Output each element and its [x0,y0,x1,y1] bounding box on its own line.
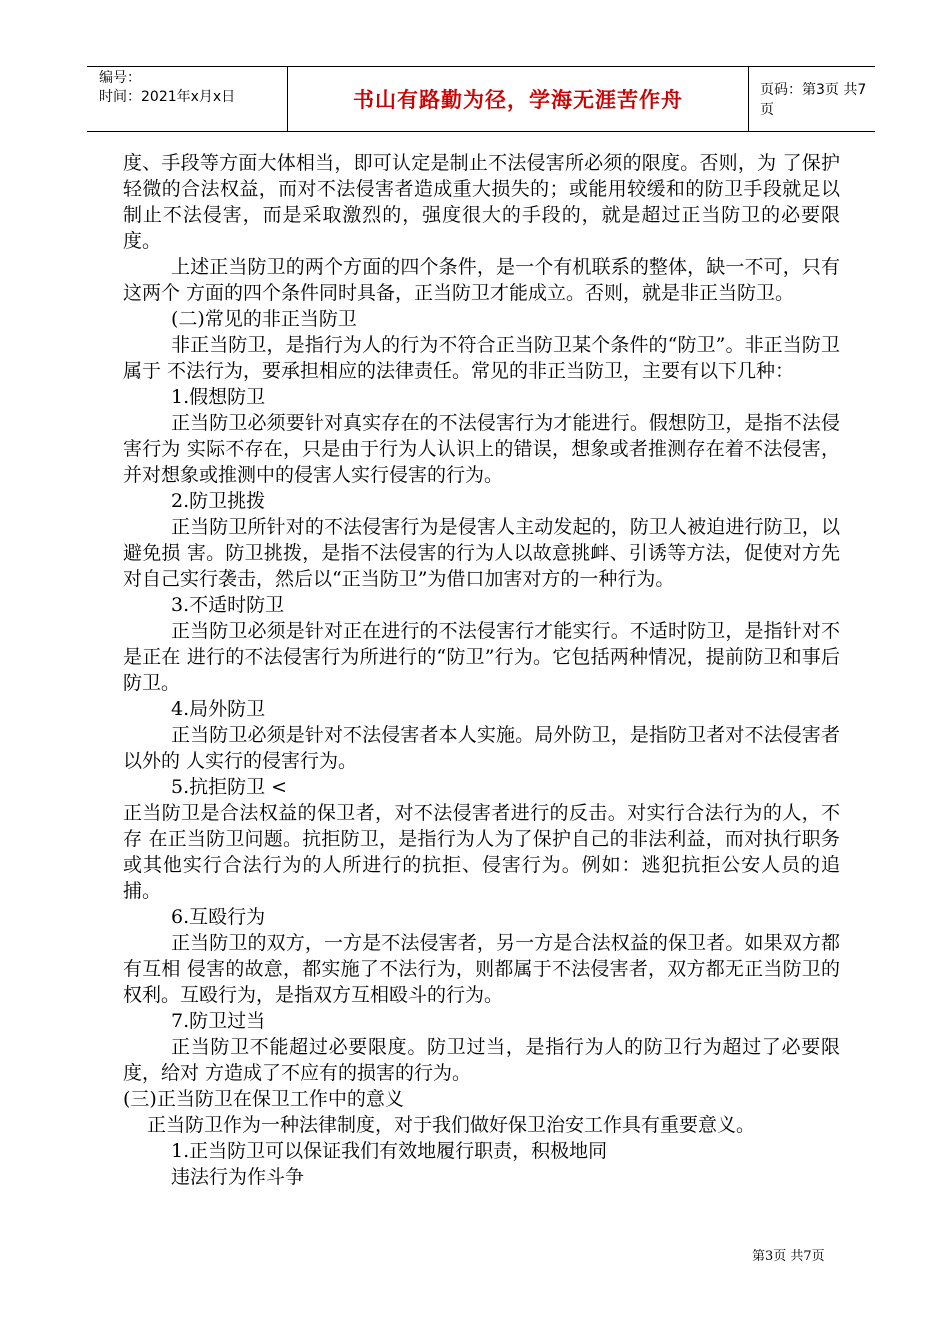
page-footer: 第3页 共7页 [752,1249,825,1264]
paragraph: 正当防卫必须是针对不法侵害者本人实施。局外防卫，是指防卫者对不法侵害者以外的 人实行的侵害行为。 [123,724,840,772]
paragraph: 正当防卫是合法权益的保卫者，对不法侵害者进行的反击。对实行合法行为的人，不存 在正当防卫问题。抗拒防卫，是指行为人为了保护自己的非法利益，而对执行职务或其他实行合法行为的人所进行的抗拒、侵害行为。例如：逃犯抗拒公安人员的追捕。 [123,802,840,902]
page-header [87,66,875,132]
paragraph: 违法行为作斗争 [171,1166,305,1188]
document-number-label: 编号： [99,70,141,86]
header-page-number: 页码：第3页 共7页 [760,82,867,118]
list-heading: 3.不适时防卫 [171,594,285,616]
paragraph: 正当防卫必须是针对正在进行的不法侵害行才能实行。不适时防卫，是指针对不是正在 进行的不法侵害行为所进行的“防卫”行为。它包括两种情况，提前防卫和事后防卫。 [123,620,840,694]
list-heading: 6.互殴行为 [171,906,266,928]
document-date-label: 时间：2021年x月x日 [99,89,236,105]
section-heading: (二)常见的非正当防卫 [171,308,357,330]
paragraph: 非正当防卫，是指行为人的行为不符合正当防卫某个条件的“防卫”。非正当防卫属于 不法行为，要承担相应的法律责任。常见的非正当防卫，主要有以下几种： [123,334,840,382]
header-page-cell [748,67,875,131]
header-motto-cell [287,67,749,131]
section-heading: (三)正当防卫在保卫工作中的意义 [123,1088,404,1110]
header-meta [87,67,287,131]
list-heading: 1.正当防卫可以保证我们有效地履行职责，积极地同 [171,1140,608,1162]
paragraph: 正当防卫不能超过必要限度。防卫过当，是指行为人的防卫行为超过了必要限度，给对 方造成了不应有的损害的行为。 [123,1036,840,1084]
paragraph: 正当防卫的双方，一方是不法侵害者，另一方是合法权益的保卫者。如果双方都有互相 侵害的故意，都实施了不法行为，则都属于不法侵害者，双方都无正当防卫的权利。互殴行为，是指双方互相殴斗的行为。 [123,932,840,1006]
paragraph: 正当防卫必须要针对真实存在的不法侵害行为才能进行。假想防卫，是指不法侵害行为 实际不存在，只是由于行为人认识上的错误，想象或者推测存在着不法侵害，并对想象或推测中的侵害人实行侵害的行为。 [123,412,840,486]
list-heading: 1.假想防卫 [171,386,266,408]
document-body [123,150,840,1190]
list-heading: 4.局外防卫 [171,698,266,720]
paragraph: 上述正当防卫的两个方面的四个条件，是一个有机联系的整体，缺一不可，只有这两个 方面的四个条件同时具备，正当防卫才能成立。否则，就是非正当防卫。 [123,256,840,304]
header-motto: 书山有路勤为径，学海无涯苦作舟 [353,88,683,112]
list-heading: 7.防卫过当 [171,1010,266,1032]
list-heading: 5.抗拒防卫 < [171,776,288,798]
list-heading: 2.防卫挑拨 [171,490,266,512]
paragraph: 正当防卫作为一种法律制度，对于我们做好保卫治安工作具有重要意义。 [147,1114,756,1136]
paragraph: 度、手段等方面大体相当，即可认定是制止不法侵害所必须的限度。否则，为 了保护轻微的合法权益，而对不法侵害者造成重大损失的；或能用较缓和的防卫手段就足以制止不法侵害，而是采取激烈的，强度很大的手段的，就是超过正当防卫的必要限度。 [123,152,840,252]
paragraph: 正当防卫所针对的不法侵害行为是侵害人主动发起的，防卫人被迫进行防卫，以避免损 害。防卫挑拨，是指不法侵害的行为人以故意挑衅、引诱等方法，促使对方先对自己实行袭击，然后以“正当防卫”为借口加害对方的一种行为。 [123,516,840,590]
